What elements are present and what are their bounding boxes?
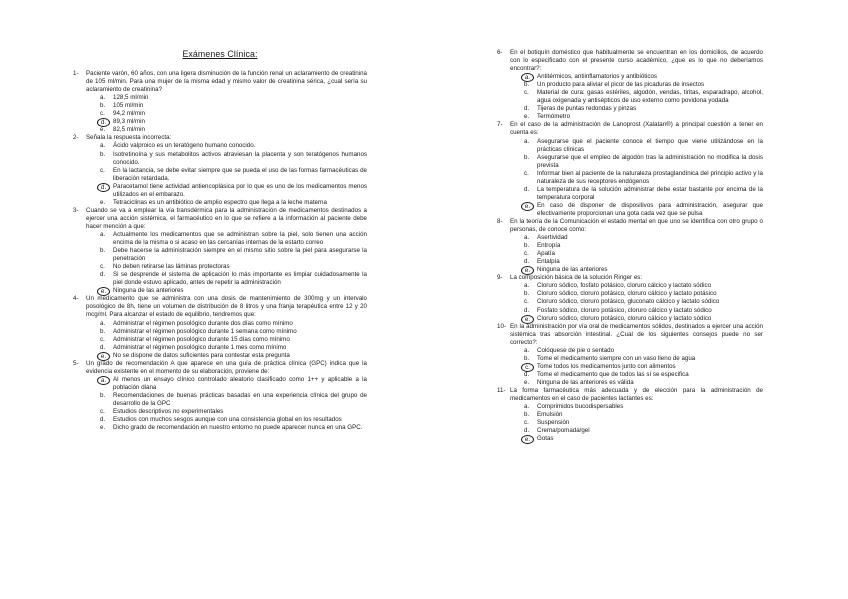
circled-option-letter: e.	[521, 435, 534, 444]
left-column	[73, 50, 367, 432]
answer-option	[100, 376, 367, 392]
answer-option	[100, 328, 367, 336]
option-letter: d.	[524, 185, 530, 193]
circled-option-letter: d.	[97, 118, 110, 127]
option-text: Cloruro sódico, cloruro potásico, gluconato cálcico y lactato sódico	[537, 298, 720, 306]
option-letter: b.	[100, 391, 106, 399]
answer-option	[524, 282, 763, 290]
circled-option-letter: e.	[97, 287, 110, 296]
option-list	[86, 142, 367, 206]
option-letter: b.	[100, 150, 106, 158]
answer-option	[524, 307, 763, 315]
answer-option	[524, 298, 763, 306]
option-list	[86, 320, 367, 360]
option-letter: d.	[524, 105, 530, 113]
option-letter: c.	[100, 335, 105, 343]
question-number: 4-	[73, 295, 79, 303]
option-text: Tome el medicamento siempre con un vaso lleno de agua	[537, 354, 696, 362]
option-letter: c.	[524, 250, 529, 258]
question-number: 5-	[73, 359, 79, 367]
question	[497, 323, 763, 387]
circled-option-letter: d.	[97, 183, 110, 192]
option-list	[86, 231, 367, 295]
option-text: Estudios con muchos sesgos aunque con una consistencia global en los resultados	[113, 416, 342, 424]
option-letter: e.	[100, 126, 106, 134]
right-question-list	[497, 49, 763, 443]
option-list	[510, 73, 763, 121]
answer-option	[100, 142, 367, 150]
answer-option	[100, 199, 367, 207]
option-text: Tome el medicamento que de todos las sí se especifica	[537, 370, 689, 378]
option-letter: d.	[524, 306, 530, 314]
option-text: Apatía	[537, 250, 555, 258]
option-letter: b.	[524, 153, 530, 161]
option-text: Isotretinoína y sus metabolitos activos atraviesan la placenta y son teratógenos humanos conocido.	[113, 150, 367, 166]
answer-option	[524, 315, 763, 323]
option-letter: d.	[100, 271, 106, 279]
option-letter: a.	[100, 230, 106, 238]
option-text: En la lactancia, se debe evitar siempre que se pueda el uso de las formas farmacéuticas de liberación retardada.	[113, 166, 367, 182]
question-number: 10-	[497, 322, 506, 330]
option-text: Cloruro sódico, cloruro potásico, cloruro cálcico y lactato sódico	[537, 314, 712, 322]
answer-option	[100, 247, 367, 263]
option-text: 89,3 ml/min	[113, 118, 145, 126]
option-letter: c.	[524, 419, 529, 427]
option-letter: b.	[524, 81, 530, 89]
option-letter: b.	[100, 247, 106, 255]
option-letter: b.	[524, 290, 530, 298]
option-list	[510, 234, 763, 274]
option-list	[510, 282, 763, 322]
option-text: En caso de disponer de dispositivos para administración, asegurar que efectivamente proporcionan una gota cada vez que se pulsa	[537, 201, 763, 217]
answer-option	[524, 363, 763, 371]
answer-option	[524, 250, 763, 258]
question-text: La composición básica de la solución Ringer es:	[510, 274, 643, 282]
answer-option	[100, 271, 367, 287]
option-text: Ninguna de las anteriores	[537, 266, 608, 274]
option-letter: c.	[100, 408, 105, 416]
answer-option	[524, 403, 763, 411]
answer-option	[100, 118, 367, 126]
option-text: Fosfato sódico, cloruro potásico, cloruro cálcico y lactato sódico	[537, 306, 712, 314]
answer-option	[100, 126, 367, 134]
option-letter: d.	[524, 370, 530, 378]
option-text: Asertividad	[537, 234, 568, 242]
option-letter: e.	[100, 198, 106, 206]
option-text: Tetraciclinas es un antibiótico de amplio espectro que llega a la leche materna	[113, 198, 327, 206]
right-column	[497, 49, 763, 443]
answer-option	[100, 392, 367, 408]
answer-option	[524, 266, 763, 274]
answer-option	[100, 94, 367, 102]
answer-option	[524, 186, 763, 202]
question	[497, 218, 763, 274]
option-text: Asegurarse que el empleo de algodón tras la administración no modifica la dosis prevista	[537, 153, 763, 169]
option-text: Debe hacerse la administración siempre en el mismo sitio sobre la piel para asegurarse la penetración	[113, 247, 367, 263]
question-text: En el caso de la administración de Lanoprost (Xalatan®) a principal cuestión a tener en cuenta es:	[510, 121, 763, 137]
answer-option	[100, 336, 367, 344]
option-text: Entalpía	[537, 258, 560, 266]
option-text: Administrar el régimen posológico durante 1 semana como mínimo	[113, 327, 297, 335]
answer-option	[100, 167, 367, 183]
question-number: 3-	[73, 206, 79, 214]
circled-option-letter: a.	[521, 73, 534, 82]
answer-option	[100, 231, 367, 247]
question-text: Señala la respuesta incorrecta:	[86, 134, 172, 142]
question	[73, 295, 367, 359]
circled-option-letter: e.	[521, 266, 534, 275]
answer-option	[524, 242, 763, 250]
option-letter: a.	[524, 403, 530, 411]
question	[73, 70, 367, 134]
answer-option	[524, 347, 763, 355]
question-text: La forma farmacéutica más adecuada y de elección para la administración de medicamentos en el caso de pacientes lactantes es:	[510, 386, 763, 403]
option-text: Colóquese de pie o sentado	[537, 346, 615, 354]
answer-option	[524, 89, 763, 105]
option-text: Ninguna de las anteriores es válida	[537, 378, 634, 386]
option-letter: d.	[524, 258, 530, 266]
option-letter: a.	[524, 346, 530, 354]
option-text: Material de cura: gasas estériles, algodón, vendas, tiritas, esparadrapo, alcohol, agua oxigenada y antisépticos de uso externo como povidona yodada	[537, 89, 763, 105]
option-letter: b.	[524, 411, 530, 419]
option-text: 105 ml/min	[113, 102, 144, 110]
option-letter: b.	[100, 327, 106, 335]
option-letter: e.	[524, 378, 530, 386]
answer-option	[100, 151, 367, 167]
option-letter: a.	[524, 234, 530, 242]
page-title: Exámenes Clínica:	[182, 49, 258, 59]
question-text: Un medicamento que se administra con una dosis de mantenimiento de 300mg y un intervalo posológico de 8h, tiene un volumen de distribución de 8 litros y una franja terapéutica entre 12 y 20 mcg/ml. Para alcanzar el estado de equilibrio, tendremos que:	[86, 295, 367, 319]
option-letter: e.	[100, 424, 106, 432]
question-number: 8-	[497, 217, 503, 225]
answer-option	[100, 344, 367, 352]
option-letter: b.	[524, 354, 530, 362]
option-text: Ninguna de las anteriores	[113, 287, 184, 295]
option-letter: e.	[524, 113, 530, 121]
option-text: Un producto para aliviar el picor de las picaduras de insectos	[537, 81, 705, 89]
option-text: Si se desprende el sistema de aplicación lo más importante es limpiar cuidadosamente la piel donde estuvo aplicado, antes de repetir la administración	[113, 271, 367, 287]
answer-option	[524, 411, 763, 419]
circled-option-letter: e.	[521, 202, 534, 211]
option-letter: a.	[100, 319, 106, 327]
option-letter: c.	[100, 166, 105, 174]
answer-option	[524, 105, 763, 113]
answer-option	[524, 234, 763, 242]
answer-option	[100, 102, 367, 110]
option-letter: c.	[524, 89, 529, 97]
option-text: No deben retirarse las láminas protectoras	[113, 263, 230, 271]
option-list	[510, 347, 763, 387]
option-text: 82,5 ml/min	[113, 126, 145, 134]
option-text: Entropía	[537, 242, 561, 250]
option-text: Gotas	[537, 435, 554, 443]
option-text: No se dispone de datos suficientes para contestar esta pregunta	[113, 351, 290, 359]
answer-option	[524, 258, 763, 266]
option-list	[86, 94, 367, 134]
question-number: 9-	[497, 274, 503, 282]
question	[497, 121, 763, 218]
question	[73, 207, 367, 296]
option-text: Tome todos los medicamentos junto con alimentos	[537, 362, 676, 370]
answer-option	[524, 379, 763, 387]
answer-option	[100, 424, 367, 432]
option-letter: c.	[524, 169, 529, 177]
answer-option	[524, 427, 763, 435]
question-number: 2-	[73, 134, 79, 142]
left-question-list	[73, 70, 367, 432]
option-letter: d.	[100, 416, 106, 424]
question	[497, 49, 763, 121]
answer-option	[100, 408, 367, 416]
option-list	[86, 376, 367, 432]
circled-option-letter: e.	[521, 315, 534, 324]
option-list	[510, 138, 763, 218]
answer-option	[524, 355, 763, 363]
question-text: En la administración por vía oral de medicamentos sólidos, destinados a ejercer una acción sistémica tras absorción intestinal. ¿Cual de los siguientes consejos puede no ser correcto?:	[510, 322, 763, 346]
answer-option	[524, 138, 763, 154]
option-list	[510, 403, 763, 443]
answer-option	[524, 154, 763, 170]
answer-option	[524, 435, 763, 443]
option-text: Administrar el régimen posológico durante 1 mes como mínimo	[113, 343, 287, 351]
option-text: Paracetamol tiene actividad antiencoplásica por lo que es uno de los medicamentos menos utilizados en el embarazo.	[113, 182, 367, 198]
option-letter: a.	[524, 282, 530, 290]
option-letter: c.	[100, 263, 105, 271]
circled-option-letter: a.	[97, 376, 110, 385]
answer-option	[100, 352, 367, 360]
option-letter: d.	[524, 427, 530, 435]
question-number: 1-	[73, 70, 79, 78]
option-text: Informar bien al paciente de la naturaleza prostaglandínica del principio activo y la naturaleza de sus receptores endógenos	[537, 169, 763, 185]
question	[73, 134, 367, 206]
option-letter: a.	[100, 142, 106, 150]
answer-option	[100, 320, 367, 328]
question-text: En la teoría de la Comunicación el estado mental en que uno se identifica con otro grupo o personas, de conoce como:	[510, 217, 763, 234]
answer-option	[524, 202, 763, 218]
option-text: Administrar el régimen posológico durante 15 días como mínimo	[113, 335, 290, 343]
option-text: Al menos un ensayo clínico controlado aleatorio clasificado como 1++ y aplicable a la población diana	[113, 375, 367, 391]
question-number: 11-	[497, 386, 506, 394]
option-letter: a.	[100, 94, 106, 102]
question-number: 6-	[497, 49, 503, 56]
circled-option-letter: e.	[97, 352, 110, 361]
option-text: Cloruro sódico, cloruro potásico, cloruro cálcico y lactato potásico	[537, 290, 717, 298]
question	[497, 274, 763, 322]
option-text: Comprimidos bucodispersables	[537, 403, 624, 411]
option-text: Recomendaciones de buenas prácticas basadas en una experiencia clínica del grupo de desarrollo de la GPC	[113, 391, 367, 407]
option-text: Administrar el régimen posológico durante dos días como mínimo	[113, 319, 293, 327]
option-letter: c.	[524, 298, 529, 306]
option-text: Antitérmicos, antiinflamatorios y antibióticos	[537, 73, 658, 81]
answer-option	[100, 263, 367, 271]
option-text: Emulsión	[537, 411, 563, 419]
answer-option	[524, 170, 763, 186]
option-text: Suspensión	[537, 419, 570, 427]
answer-option	[524, 371, 763, 379]
option-text: Estudios descriptivos no experimentales	[113, 408, 224, 416]
option-letter: d.	[100, 343, 106, 351]
question	[73, 360, 367, 432]
answer-option	[524, 81, 763, 89]
question	[497, 387, 763, 443]
answer-option	[100, 183, 367, 199]
option-text: Tijeras de puntas redondas y pinzas	[537, 105, 637, 113]
question-text: Paciente varón, 60 años, con una ligera disminución de la función renal un aclaramiento de creatinina de 105 ml/min. Para una mujer de la misma edad y mismo valor de creatinina sérica, ¿cual sería su aclaramiento de creatinina?	[86, 70, 367, 94]
answer-option	[100, 287, 367, 295]
answer-option	[524, 113, 763, 121]
option-text: Termómetro	[537, 113, 571, 121]
circled-option-letter: c.	[521, 363, 534, 372]
option-text: La temperatura de la solución administrar debe estar bastante por encima de la temperatura corporal	[537, 185, 763, 201]
option-letter: b.	[524, 242, 530, 250]
answer-option	[524, 73, 763, 81]
option-text: Dicho grado de recomendación en nuestro entorno no puede aparecer nunca en una GPC.	[113, 424, 363, 432]
option-letter: b.	[100, 102, 106, 110]
answer-option	[100, 110, 367, 118]
option-text: Actualmente los medicamentos que se administran sobre la piel, solo tienen una acción encima de la misma o si acaso en las cercanías internas de la estarto correo	[113, 230, 367, 247]
question-text: En el botiquín doméstico que habitualmente se encuentran en los domicilios, de acuerdo con lo especificado con el presente curso académico, ¿que es lo que no deberíamos encontrar?:	[510, 49, 763, 73]
option-text: Cloruro sódico, fosfato potásico, cloruro cálcico y lactato sódico	[537, 282, 712, 290]
option-text: 94,2 ml/min	[113, 110, 145, 118]
question-text: Un grado de recomendación A que aparece en una guía de práctica clínica (GPC) indica que la evidencia existente en el momento de su elaboración, proviene de:	[86, 359, 367, 375]
option-text: Asegurarse que el paciente conoce el tiempo que viene utilizándose en la prácticas clínicas	[537, 137, 763, 153]
answer-option	[524, 290, 763, 298]
question-text: Cuando se va a emplear la vía transdérmica para la administración de medicamentos destinados a ejercer una acción sistémica, el farmacéutico en lo que se refiere a la información al paciente debe hacer mención a que:	[86, 206, 367, 230]
option-text: 128,5 ml/min	[113, 94, 149, 102]
answer-option	[100, 416, 367, 424]
option-letter: a.	[524, 137, 530, 145]
option-letter: c.	[100, 110, 105, 118]
option-text: Ácido valproico es un teratógeno humano conocido.	[113, 142, 256, 150]
question-number: 7-	[497, 121, 503, 129]
answer-option	[524, 419, 763, 427]
option-text: Crema/pomada/gel	[537, 427, 590, 435]
